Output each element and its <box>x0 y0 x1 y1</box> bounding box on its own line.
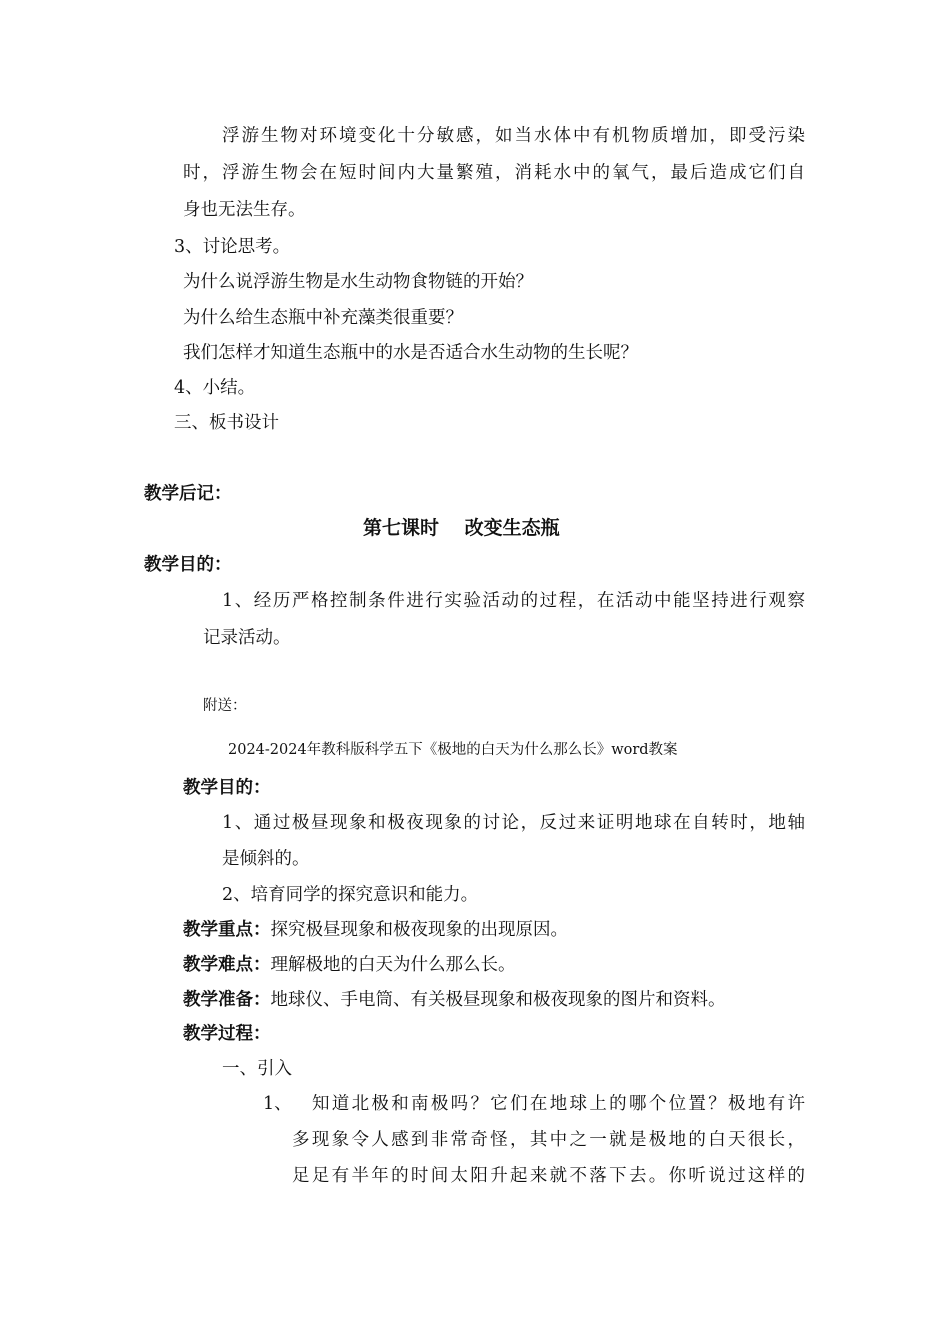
difficulty-row <box>183 953 516 977</box>
list-number: 1、 <box>263 1094 292 1114</box>
paragraph-line: 身也无法生存。 <box>183 200 306 220</box>
board-design-heading: 三、板书设计 <box>174 413 279 433</box>
key-point-label: 教学重点： <box>183 920 271 940</box>
preparation-label: 教学准备： <box>183 990 271 1010</box>
question-item: 为什么给生态瓶中补充藻类很重要？ <box>183 308 463 328</box>
difficulty-label: 教学难点： <box>183 955 271 975</box>
question-item: 为什么说浮游生物是水生动物食物链的开始？ <box>183 272 533 292</box>
attached-title: 2024-2024年教科版科学五下《极地的白天为什么那么长》word教案 <box>228 742 678 758</box>
key-point-row <box>183 918 568 942</box>
intro-line: 足足有半年的时间太阳升起来就不落下去。你听说过这样的 <box>292 1166 805 1186</box>
discuss-heading: 3、讨论思考。 <box>174 237 291 257</box>
objective-line: 记录活动。 <box>203 628 291 648</box>
attached-label: 附送： <box>203 698 247 714</box>
process-label: 教学过程： <box>183 1024 271 1044</box>
objectives-label: 教学目的： <box>144 555 232 575</box>
objective-line: 1、通过极昼现象和极夜现象的讨论，反过来证明地球在自转时，地轴 <box>222 813 805 833</box>
postscript-label: 教学后记： <box>144 484 232 504</box>
objective-line: 是倾斜的。 <box>222 849 310 869</box>
objective-line: 1、经历严格控制条件进行实验活动的过程，在活动中能坚持进行观察 <box>222 591 805 611</box>
intro-line: 多现象令人感到非常奇怪，其中之一就是极地的白天很长， <box>292 1130 805 1150</box>
objectives-label: 教学目的： <box>183 778 271 798</box>
intro-line: 知道北极和南极吗？它们在地球上的哪个位置？极地有许 <box>312 1094 805 1114</box>
paragraph-line: 时，浮游生物会在短时间内大量繁殖，消耗水中的氧气，最后造成它们自 <box>183 163 805 183</box>
question-item: 我们怎样才知道生态瓶中的水是否适合水生动物的生长呢？ <box>183 343 638 363</box>
objective-line: 2、培育同学的探究意识和能力。 <box>222 885 479 905</box>
paragraph-line: 浮游生物对环境变化十分敏感，如当水体中有机物质增加，即受污染 <box>222 126 805 146</box>
preparation-row <box>183 988 726 1012</box>
key-point-text: 探究极昼现象和极夜现象的出现原因。 <box>270 920 568 940</box>
intro-heading: 一、引入 <box>222 1059 292 1079</box>
lesson-title: 第七课时 改变生态瓶 <box>363 517 560 539</box>
difficulty-text: 理解极地的白天为什么那么长。 <box>270 955 516 975</box>
summary-heading: 4、小结。 <box>174 378 256 398</box>
preparation-text: 地球仪、手电筒、有关极昼现象和极夜现象的图片和资料。 <box>270 990 726 1010</box>
